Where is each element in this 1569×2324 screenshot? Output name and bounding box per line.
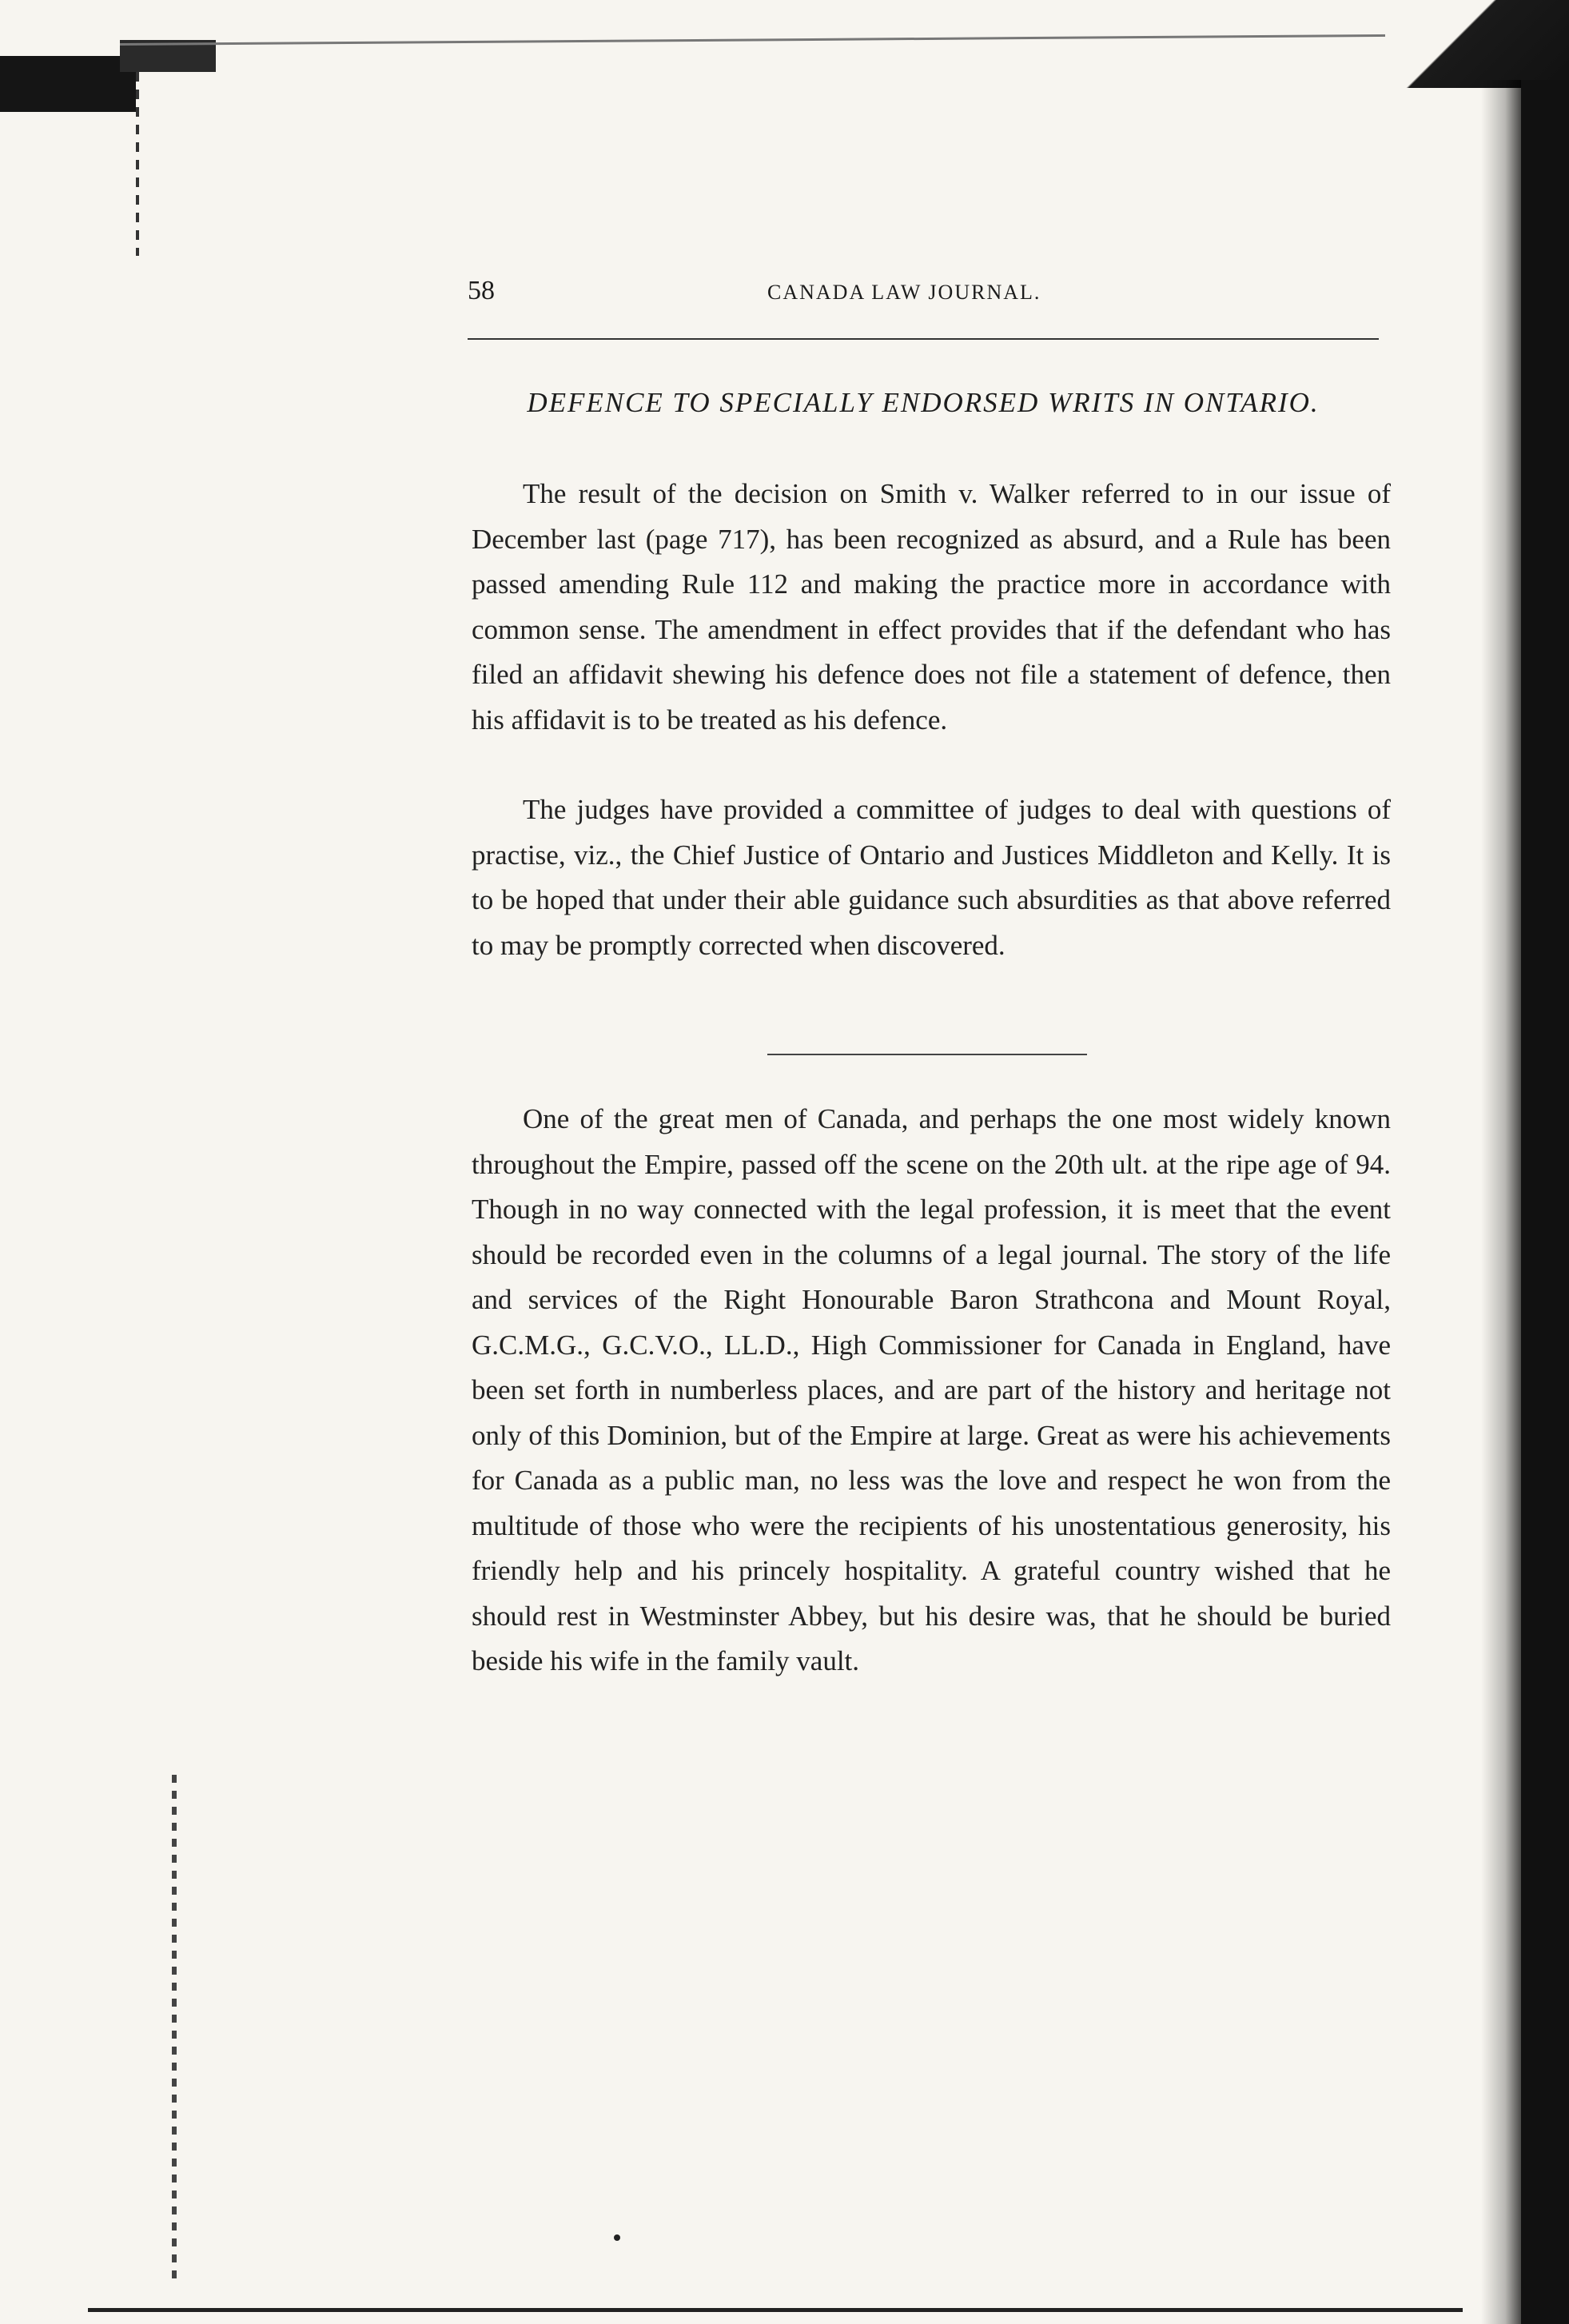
article-paragraph-1 bbox=[472, 472, 1391, 743]
scan-artifact bbox=[0, 56, 136, 112]
scan-artifact bbox=[136, 72, 139, 256]
paragraph-text: One of the great men of Canada, and perhaps the one most widely known throughout the Empire, passed off the scene on the 20th ult. at the ripe age of 94. Though in no way connected with the legal profession, it is meet that the event should be recorded even in the columns of a legal journal. The story of the life and services of the Right Honourable Baron Strathcona and Mount Royal, G.C.M.G., G.C.V.O., LL.D., High Commissioner for Canada in England, have been set forth in numberless places, and are part of the history and heritage not only of this Dominion, but of the Empire at large. Great as were his achievements for Canada as a public man, no less was the love and respect he won from the multitude of those who were the recipients of his unostentatious generosity, his friendly help and his princely hospitality. A grateful country wished that he should rest in Westminster Abbey, but his desire was, that he should be buried beside his wife in the family vault. bbox=[472, 1103, 1391, 1676]
header-rule bbox=[468, 338, 1379, 340]
scan-artifact bbox=[1521, 80, 1569, 2324]
paragraph-text: The judges have provided a committee of judges to deal with questions of practise, viz., the Chief Justice of Ontario and Justices Middleton and Kelly. It is to be hoped that under their able guidance such absurdities as that above referred to may be promptly corrected when discovered. bbox=[472, 794, 1391, 961]
article-title: DEFENCE TO SPECIALLY ENDORSED WRITS IN ONTARIO. bbox=[527, 387, 1320, 418]
section-divider bbox=[767, 1054, 1087, 1055]
paragraph-text: The result of the decision on Smith v. Walker referred to in our issue of December last (page 717), has been recognized as absurd, and a Rule has been passed amending Rule 112 and making the practice more in accordance with common sense. The amendment in effect provides that if the defendant who has filed an affidavit shewing his defence does not file a statement of defence, then his affidavit is to be treated as his defence. bbox=[472, 478, 1391, 735]
scan-artifact bbox=[172, 1775, 177, 2286]
scan-artifact bbox=[120, 34, 1439, 46]
page-number: 58 bbox=[468, 276, 495, 305]
scan-artifact bbox=[88, 2308, 1463, 2312]
running-head bbox=[468, 276, 1379, 316]
notice-paragraph bbox=[472, 1097, 1391, 1684]
journal-title: CANADA LAW JOURNAL. bbox=[767, 281, 1041, 304]
scan-artifact bbox=[614, 2234, 620, 2241]
scan-artifact bbox=[1385, 0, 1569, 88]
article-paragraph-2 bbox=[472, 787, 1391, 968]
scan-artifact bbox=[1481, 80, 1521, 2324]
